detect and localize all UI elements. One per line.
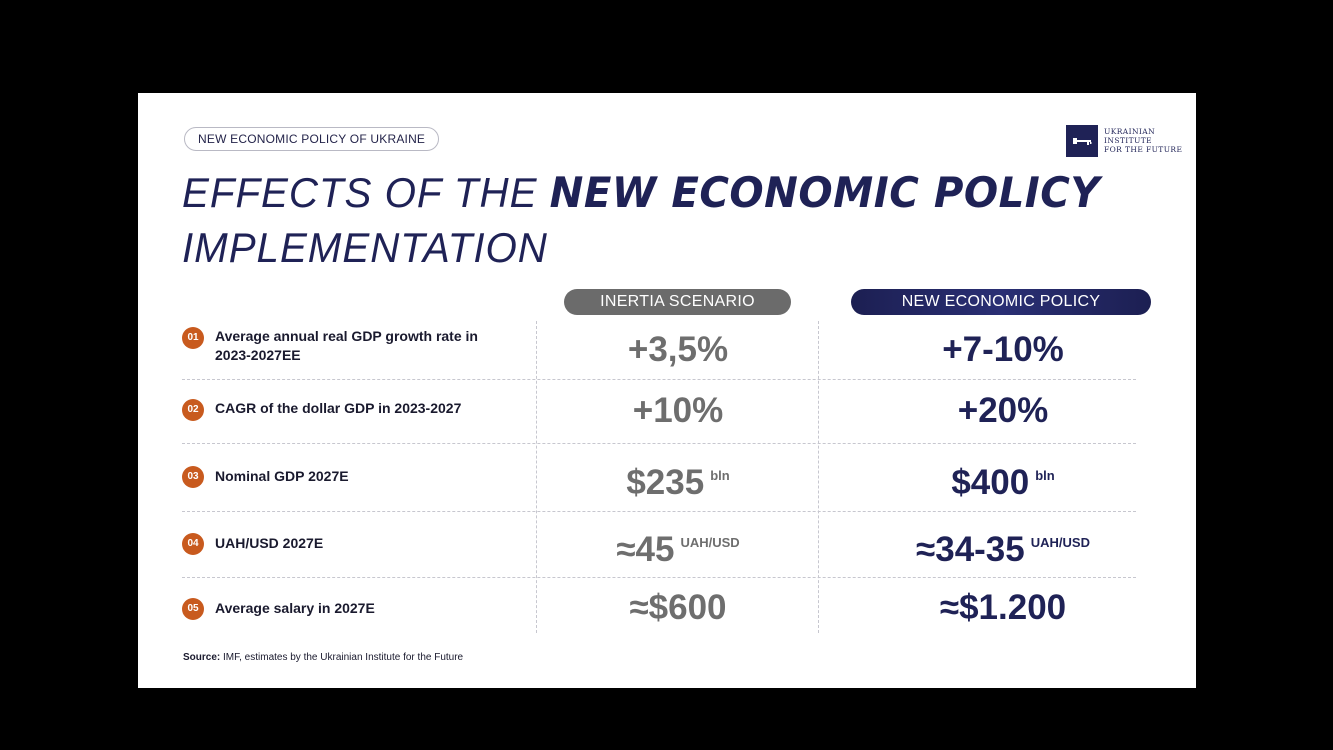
logo-text — [1104, 127, 1184, 154]
nep-value-text: ≈34-35 — [916, 530, 1025, 569]
nep-value — [838, 391, 1168, 431]
row-number-badge: 01 — [182, 327, 204, 349]
logo-line-1: UKRAINIAN — [1104, 127, 1156, 136]
row-number-badge: 05 — [182, 598, 204, 620]
column-divider — [536, 321, 537, 633]
row-divider — [182, 511, 1136, 512]
inertia-value-text: ≈$600 — [629, 588, 727, 627]
inertia-unit: UAH/USD — [680, 535, 740, 550]
row-divider — [182, 379, 1136, 380]
title-line-2: IMPLEMENTATION — [182, 224, 548, 271]
row-label: CAGR of the dollar GDP in 2023-2027 — [215, 400, 462, 416]
row-label: Nominal GDP 2027E — [215, 468, 349, 484]
logo-line-3: FOR THE FUTURE — [1104, 145, 1183, 154]
inertia-unit: bln — [710, 468, 730, 483]
inertia-value — [538, 330, 818, 370]
row-label: Average annual real GDP growth rate in 2023-2027EE — [215, 328, 478, 363]
slide — [138, 93, 1196, 688]
column-header-inertia: INERTIA SCENARIO — [564, 289, 791, 315]
nep-value-text: +7-10% — [942, 330, 1064, 369]
nep-value — [838, 456, 1168, 503]
row-number-badge: 04 — [182, 533, 204, 555]
logo-line-2: INSTITUTE — [1104, 136, 1153, 145]
nep-value — [838, 523, 1168, 570]
inertia-value-text: +10% — [632, 391, 724, 430]
inertia-value — [538, 391, 818, 431]
page-title — [182, 165, 1101, 275]
row-number-badge: 03 — [182, 466, 204, 488]
nep-value-text: +20% — [957, 391, 1049, 430]
section-tag: NEW ECONOMIC POLICY OF UKRAINE — [184, 127, 439, 151]
logo-key-icon — [1066, 125, 1098, 157]
source-label: Source: — [183, 652, 221, 663]
nep-value-text: ≈$1.200 — [939, 588, 1067, 627]
nep-value — [838, 588, 1168, 628]
source-text: IMF, estimates by the Ukrainian Institute for the Future — [220, 652, 464, 663]
row-divider — [182, 577, 1136, 578]
nep-value-text: $400 — [951, 463, 1030, 502]
row-label: Average salary in 2027E — [215, 600, 375, 616]
title-light-part: EFFECTS OF THE — [182, 169, 550, 216]
column-header-new-economic-policy: NEW ECONOMIC POLICY — [851, 289, 1151, 315]
title-bold-part: NEW ECONOMIC POLICY — [549, 168, 1101, 217]
inertia-value — [538, 588, 818, 628]
source-note — [183, 652, 463, 663]
nep-unit: bln — [1035, 468, 1055, 483]
row-label: UAH/USD 2027E — [215, 535, 324, 551]
inertia-value-text: +3,5% — [627, 330, 729, 369]
nep-unit: UAH/USD — [1030, 535, 1090, 550]
inertia-value-text: $235 — [626, 463, 705, 502]
column-divider — [818, 321, 819, 633]
row-number-badge: 02 — [182, 399, 204, 421]
row-divider — [182, 443, 1136, 444]
title-line-1 — [182, 165, 1101, 220]
inertia-value — [538, 523, 818, 570]
nep-value — [838, 330, 1168, 370]
ukrainian-institute-logo — [1066, 125, 1183, 159]
inertia-value-text: ≈45 — [616, 530, 675, 569]
inertia-value — [538, 456, 818, 503]
